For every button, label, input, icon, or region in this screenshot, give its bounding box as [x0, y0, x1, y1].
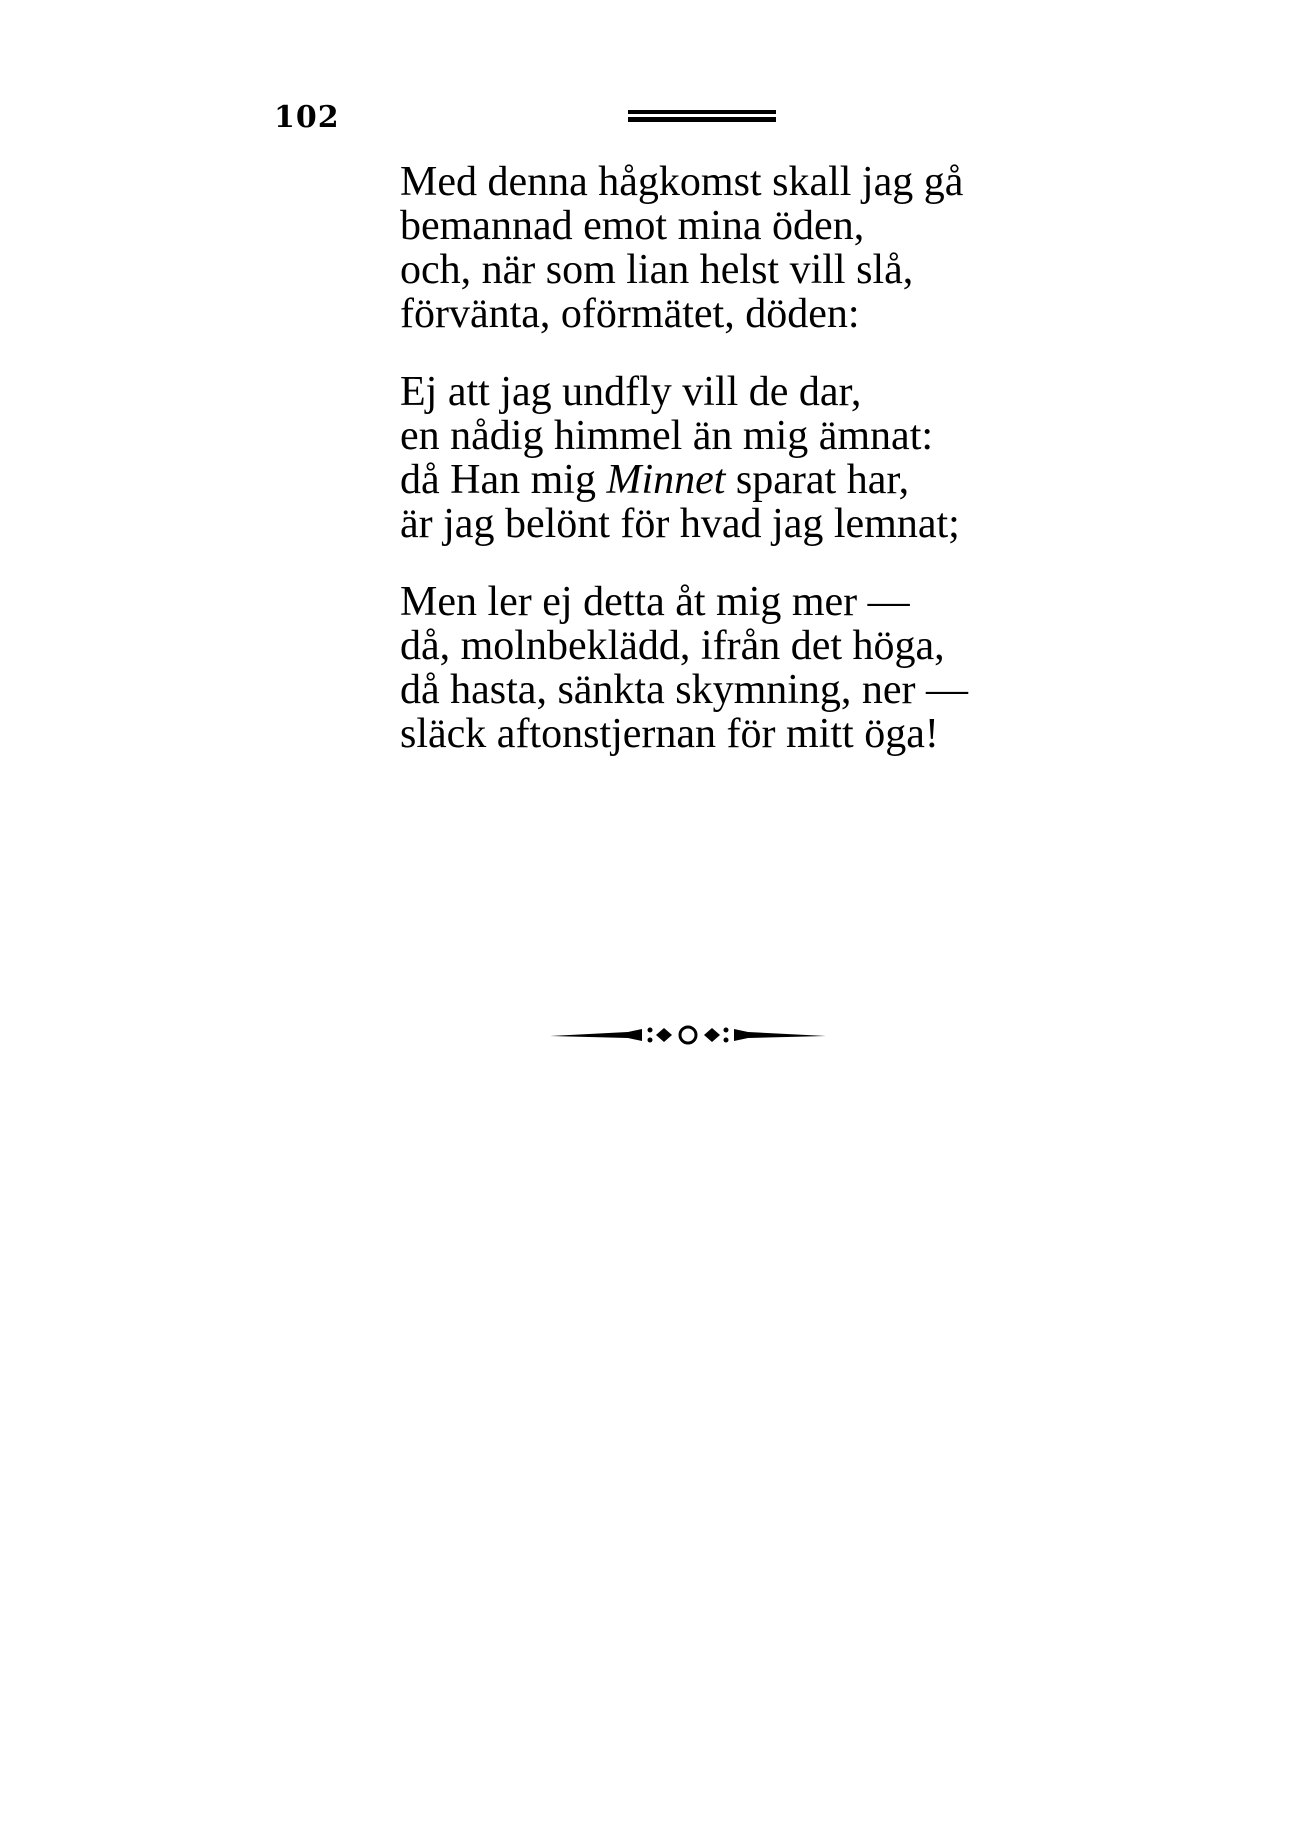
- ornament-icon: [550, 1020, 826, 1050]
- poem-line: släck aftonstjernan för mitt öga!: [400, 711, 939, 757]
- stanza-3: [400, 580, 968, 756]
- poem-line-text-before: då Han mig: [400, 457, 607, 503]
- stanza-1: [400, 160, 968, 336]
- poem-line: förvänta, oförmätet, döden:: [400, 291, 860, 337]
- poem-line: Ej att jag undfly vill de dar,: [400, 369, 862, 415]
- poem-line-italic-word: Minnet: [606, 457, 726, 503]
- poem-line: då, molnbeklädd, ifrån det höga,: [400, 623, 945, 669]
- poem-line: Med denna hågkomst skall jag gå: [400, 159, 964, 205]
- end-ornament: [550, 1020, 826, 1050]
- page-number: 102: [274, 100, 340, 135]
- header-rule-line-top: [628, 110, 776, 114]
- poem-line-with-italic: [400, 458, 968, 502]
- poem-line: är jag belönt för hvad jag lemnat;: [400, 501, 960, 547]
- poem-line-text-after: sparat har,: [725, 457, 910, 503]
- stanza-2: [400, 370, 968, 546]
- poem: [400, 160, 968, 790]
- poem-line: och, när som lian helst vill slå,: [400, 247, 914, 293]
- poem-line: bemannad emot mina öden,: [400, 203, 865, 249]
- poem-line: Men ler ej detta åt mig mer —: [400, 579, 910, 625]
- header-rule: [628, 110, 776, 124]
- poem-line: då hasta, sänkta skymning, ner —: [400, 667, 969, 713]
- poem-line: en nådig himmel än mig ämnat:: [400, 413, 934, 459]
- header-rule-line-bottom: [628, 117, 776, 122]
